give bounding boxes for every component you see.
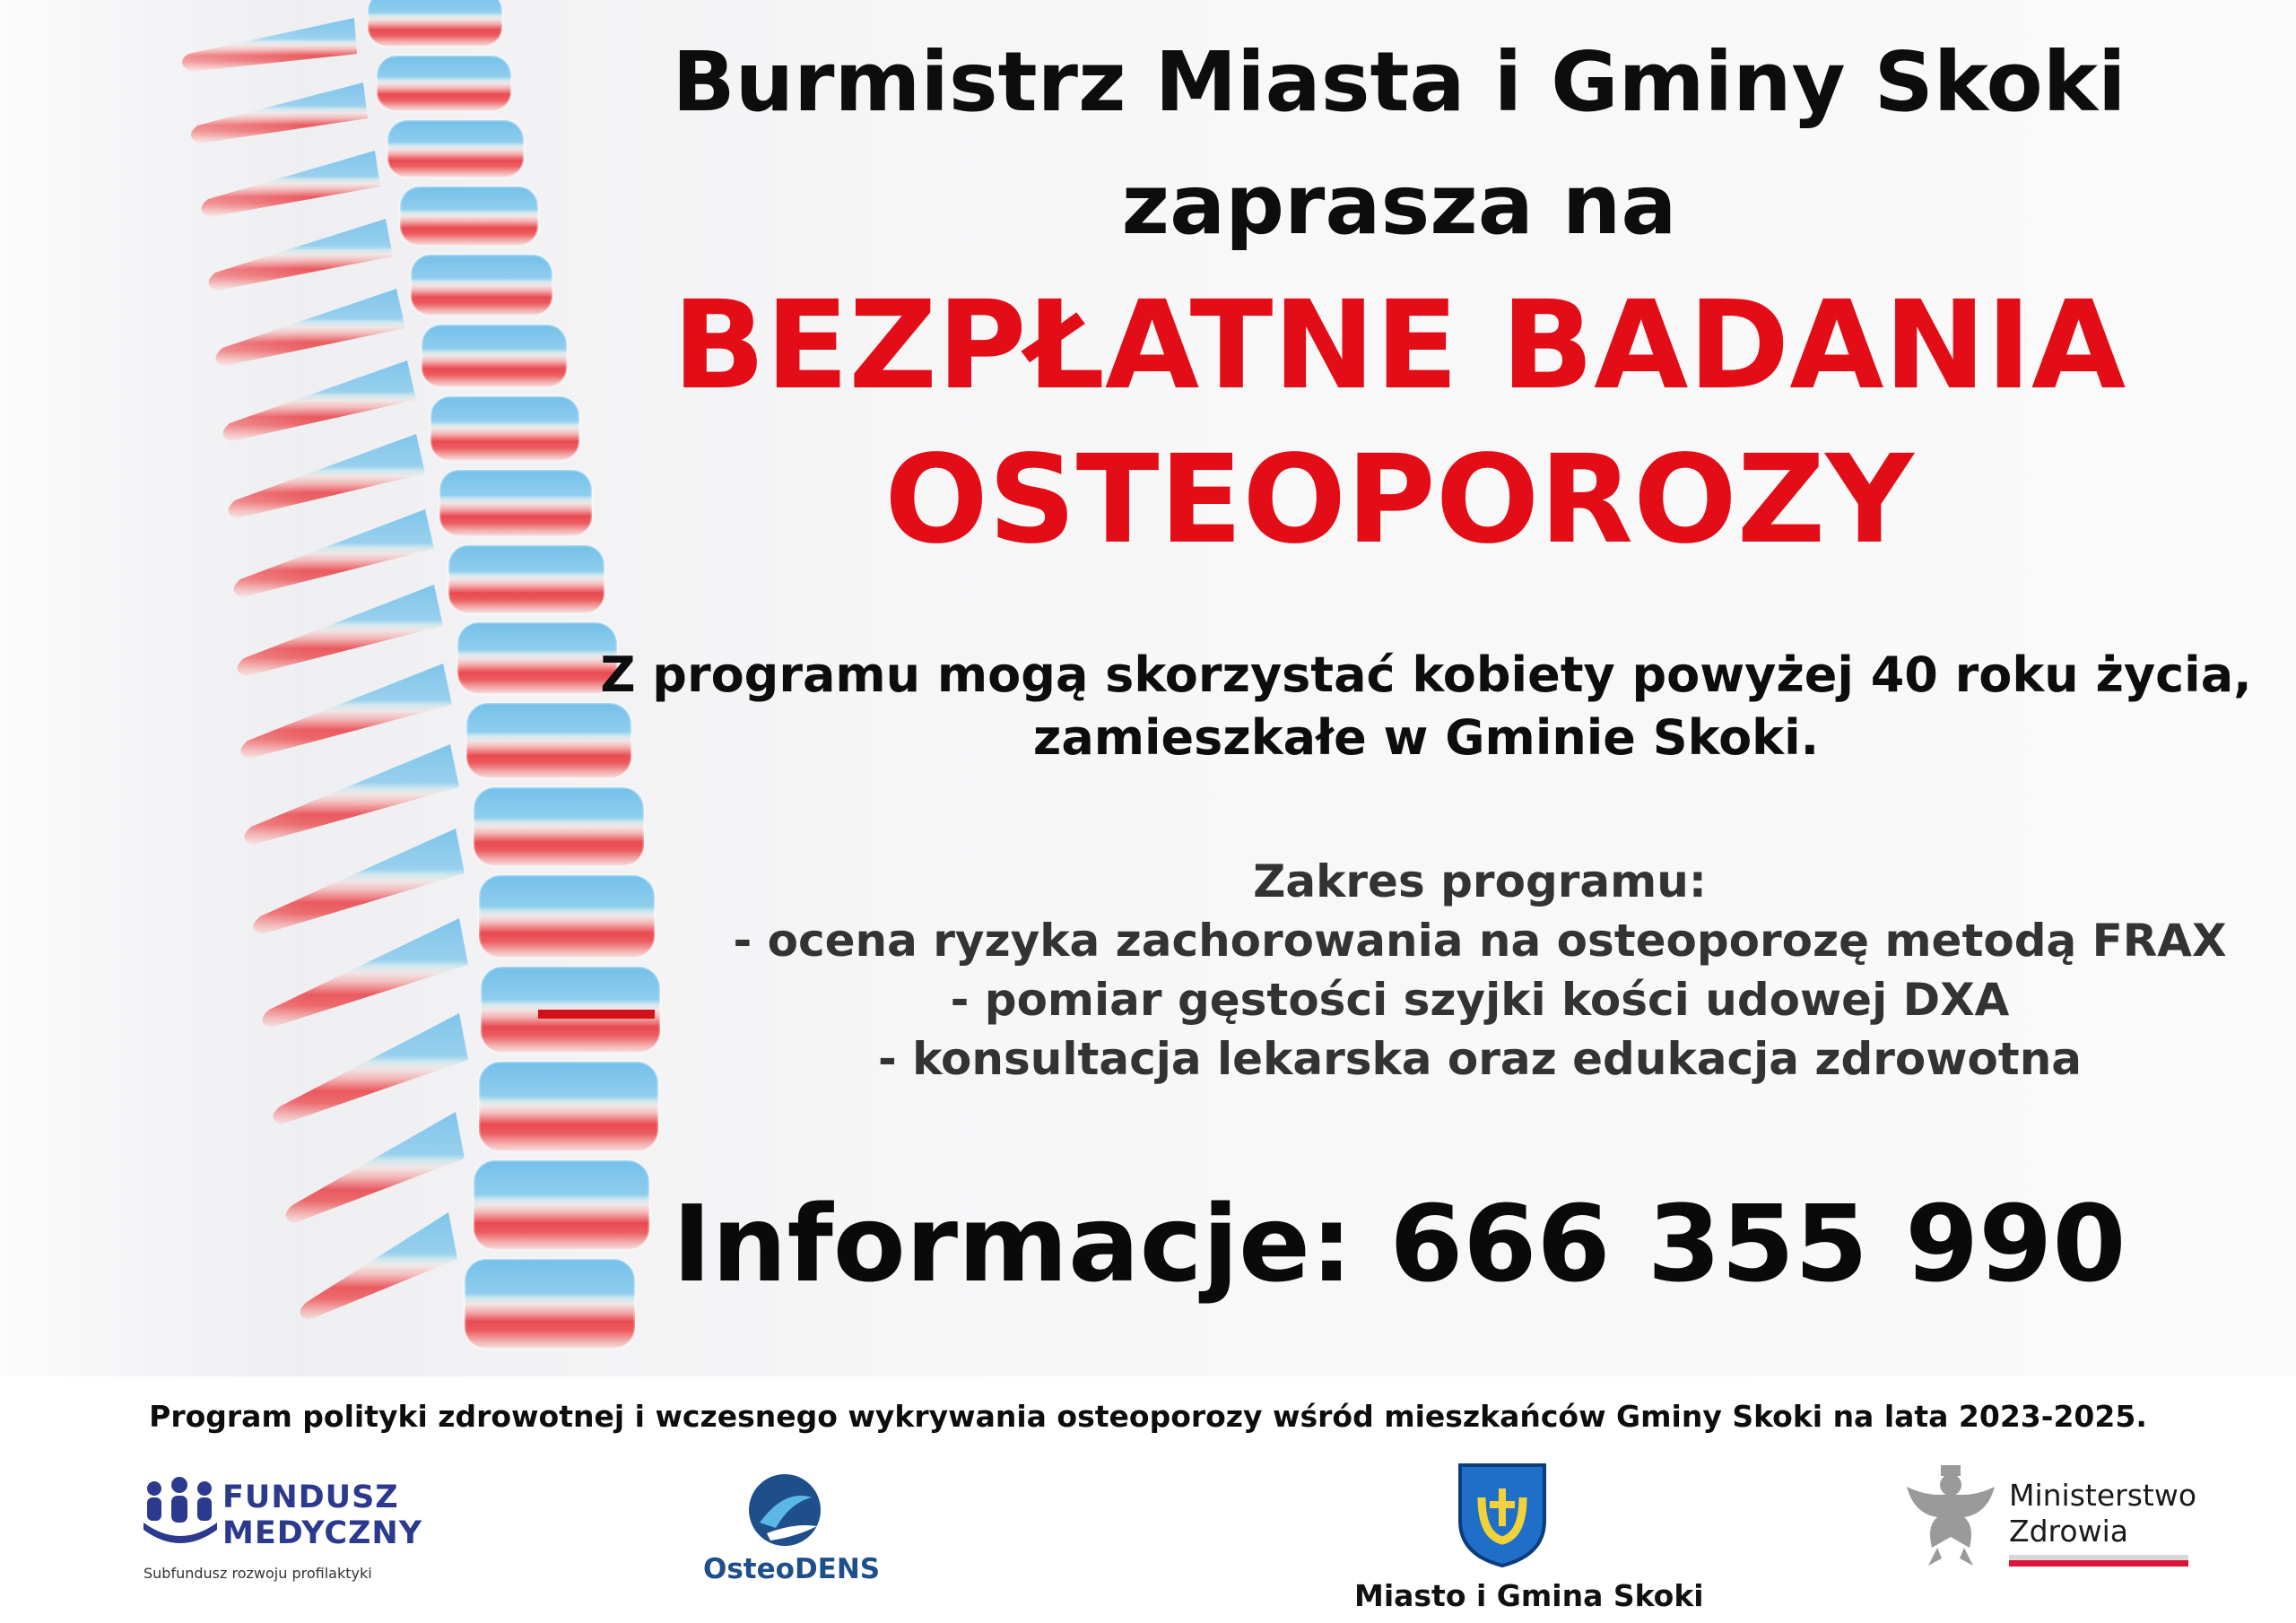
mz-name-line-2: Zdrowia — [2009, 1514, 2128, 1549]
scope-item: - pomiar gęstości szyjki kości udowej DXA — [950, 974, 2010, 1026]
eligibility-text — [574, 644, 2278, 769]
skoki-coat-of-arms-icon — [1453, 1462, 1552, 1569]
osteodens-wordmark: OsteoDENS — [703, 1553, 881, 1585]
fundusz-medyczny-logo — [142, 1471, 429, 1587]
headline-line-1: BEZPŁATNE BADANIA — [672, 275, 2126, 417]
program-note: Program polityki zdrowotnej i wczesnego wykrywania osteoporozy wśród mieszkańców Gminy Skoki na lata 2023-2025. — [149, 1399, 2147, 1434]
mz-flag-red-stripe — [2009, 1560, 2188, 1567]
host-line: Burmistrz Miasta i Gminy Skoki — [672, 34, 2126, 130]
people-icon — [142, 1476, 219, 1548]
osteodens-logo — [691, 1471, 888, 1592]
polish-eagle-icon — [1901, 1462, 2000, 1569]
fundusz-name-line-2: MEDYCZNY — [222, 1515, 423, 1551]
headline-line-2: OSTEOPOROZY — [884, 430, 1914, 571]
headline — [574, 269, 2224, 577]
eligibility-line-2: zamieszkałe w Gminie Skoki. — [1032, 709, 1820, 766]
ministerstwo-zdrowia-logo — [1901, 1462, 2215, 1578]
scope-item: - konsultacja lekarska oraz edukacja zdrowotna — [877, 1033, 2083, 1085]
fundusz-subtitle: Subfundusz rozwoju profilaktyki — [144, 1565, 372, 1582]
skoki-caption: Miasto i Gmina Skoki — [1354, 1578, 1704, 1613]
osteodens-mark-icon — [740, 1471, 830, 1551]
eligibility-line-1: Z programu mogą skorzystać kobiety powyżej 40 roku życia, — [600, 647, 2252, 703]
info-phone: Informacje: 666 355 990 — [672, 1182, 2126, 1306]
fundusz-name-line-1: FUNDUSZ — [222, 1480, 399, 1515]
scope-item: - ocena ryzyka zachorowania na osteoporozę metodą FRAX — [733, 915, 2227, 967]
mz-name-line-1: Ministerstwo — [2009, 1478, 2197, 1513]
invite-line: zaprasza na — [1121, 157, 1677, 253]
skoki-logo — [1318, 1462, 1704, 1623]
program-scope — [664, 852, 2296, 1089]
scope-title: Zakres programu: — [1253, 855, 1707, 907]
